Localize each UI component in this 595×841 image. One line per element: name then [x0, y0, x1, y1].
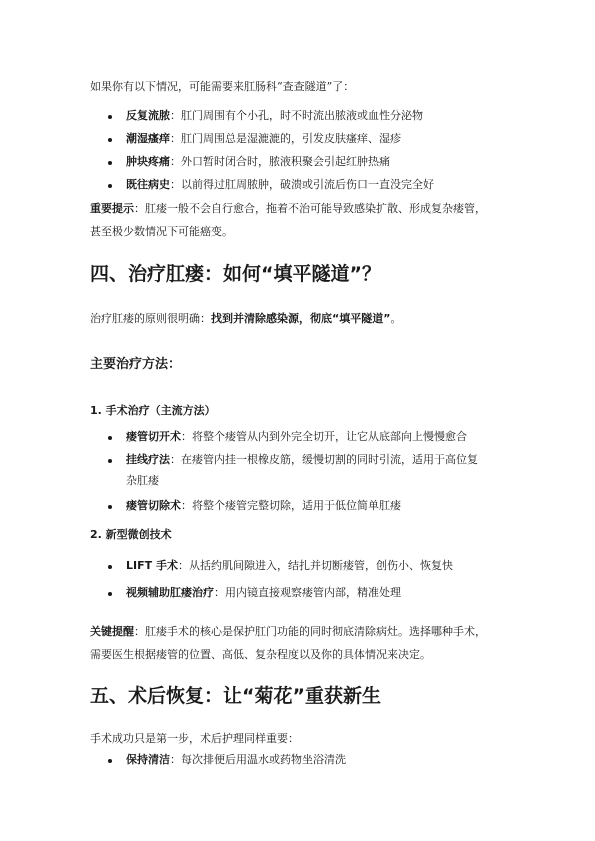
list-item-method [126, 559, 453, 573]
desc: ：从括约肌间隙进入，结扎并切断瘘管，创伤小、恢复快 [177, 559, 453, 572]
term: 保持清洁 [126, 753, 170, 766]
bullet-icon [108, 565, 112, 569]
desc: ：用内镜直接观察瘘管内部，精准处理 [214, 586, 401, 599]
minimal-heading: 2. 新型微创技术 [90, 528, 172, 541]
important-note [90, 202, 486, 216]
term: 瘘管切开术 [126, 430, 181, 443]
principle-prefix: 治疗肛瘘的原则很明确： [90, 312, 211, 325]
important-note-cont: 甚至极少数情况下可能癌变。 [90, 225, 233, 238]
bullet-icon [108, 459, 112, 463]
term: 反复流脓 [126, 109, 170, 122]
list-item-method [126, 453, 478, 467]
bullet-icon [108, 115, 112, 119]
note-text: ：肛瘘一般不会自行愈合，拖着不治可能导致感染扩散、形成复杂瘘管， [134, 202, 486, 215]
surgery-heading: 1. 手术治疗（主流方法） [90, 404, 216, 417]
desc: ：肛门周围总是湿漉漉的，引发皮肤瘙痒、湿疹 [170, 132, 401, 145]
list-item-symptom [126, 109, 423, 123]
desc: ：在瘘管内挂一根橡皮筋，缓慢切割的同时引流，适用于高位复 [170, 453, 478, 466]
list-item-method-cont: 杂肛瘘 [126, 474, 159, 487]
intro-text: 如果你有以下情况，可能需要来肛肠科“查查隧道”了： [90, 80, 355, 93]
section-5-intro: 手术成功只是第一步，术后护理同样重要： [90, 732, 299, 745]
term: 挂线疗法 [126, 453, 170, 466]
methods-heading: 主要治疗方法： [90, 357, 182, 372]
desc: ：外口暂时闭合时，脓液积聚会引起红肿热痛 [170, 155, 390, 168]
bullet-icon [108, 436, 112, 440]
desc: ：将整个瘘管从内到外完全切开，让它从底部向上慢慢愈合 [181, 430, 467, 443]
note-label: 重要提示 [90, 202, 134, 215]
bullet-icon [108, 759, 112, 763]
list-item-symptom [126, 132, 401, 146]
list-item-method [126, 499, 401, 513]
term: LIFT 手术 [126, 559, 178, 572]
desc: ：将整个瘘管完整切除，适用于低位简单肛瘘 [181, 499, 401, 512]
note-label: 关键提醒 [90, 625, 134, 638]
desc: ：每次排便后用温水或药物坐浴清洗 [170, 753, 346, 766]
term: 瘘管切除术 [126, 499, 181, 512]
desc: ：肛门周围有个小孔，时不时流出脓液或血性分泌物 [170, 109, 423, 122]
key-note-cont: 需要医生根据瘘管的位置、高低、复杂程度以及你的具体情况来决定。 [90, 648, 431, 661]
desc: ：以前得过肛周脓肿，破溃或引流后伤口一直没完全好 [170, 178, 434, 191]
principle-text [90, 312, 401, 326]
term: 视频辅助肛瘘治疗 [126, 586, 214, 599]
list-item-method [126, 586, 401, 600]
section-4-heading: 四、治疗肛瘘：如何“填平隧道”？ [90, 263, 381, 285]
bullet-icon [108, 505, 112, 509]
bullet-icon [108, 161, 112, 165]
list-item-symptom [126, 178, 434, 192]
list-item-care [126, 753, 346, 767]
term: 潮湿瘙痒 [126, 132, 170, 145]
list-item-symptom [126, 155, 390, 169]
key-note [90, 625, 486, 639]
principle-bold: 找到并清除感染源，彻底“填平隧道” [211, 312, 391, 325]
note-text: ：肛瘘手术的核心是保护肛门功能的同时彻底清除病灶。选择哪种手术， [134, 625, 486, 638]
bullet-icon [108, 184, 112, 188]
list-item-method [126, 430, 467, 444]
term: 肿块疼痛 [126, 155, 170, 168]
principle-suffix: 。 [390, 312, 402, 325]
section-5-heading: 五、术后恢复：让“菊花”重获新生 [90, 685, 381, 707]
term: 既往病史 [126, 178, 170, 191]
bullet-icon [108, 138, 112, 142]
bullet-icon [108, 592, 112, 596]
